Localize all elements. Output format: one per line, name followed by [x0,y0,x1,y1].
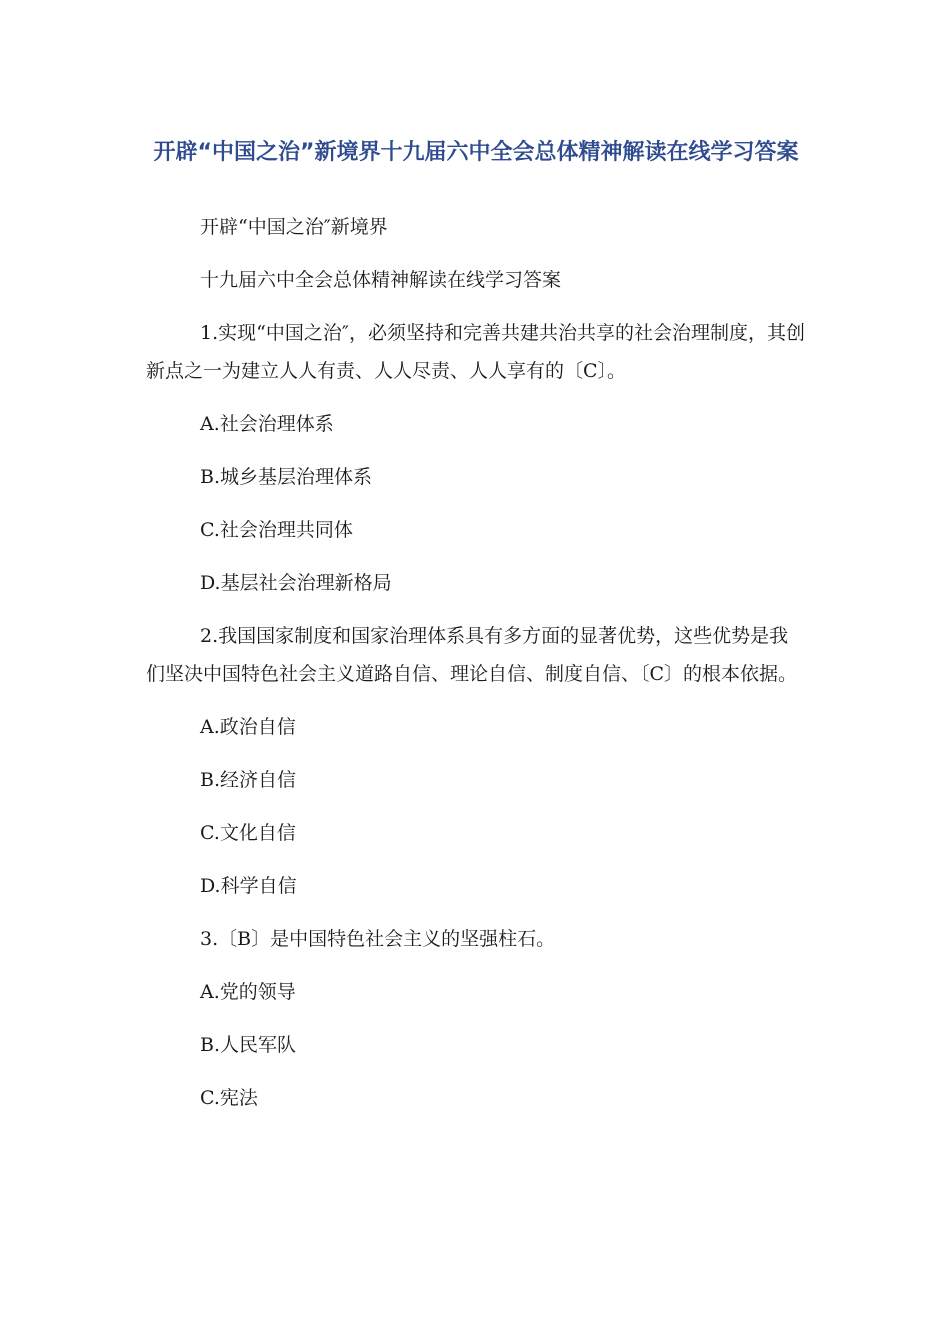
spacer [146,602,806,617]
option-a: A.社会治理体系 [200,413,334,435]
subtitle-line-2: 十九届六中全会总体精神解读在线学习答案 [200,269,562,291]
spacer [146,958,806,973]
question-text: 1.实现“中国之治″，必须坚持和完善共建共治共享的社会治理制度，其创新点之一为建立人人有责、人人尽责、人人享有的〔C〕。 [146,322,805,382]
spacer [146,549,806,564]
option-c: C.文化自信 [200,822,296,844]
option-b: B.城乡基层治理体系 [200,466,373,488]
question-3 [146,920,806,1117]
spacer [146,1011,806,1026]
spacer [146,852,806,867]
spacer [146,299,806,314]
spacer [146,799,806,814]
document-title: 开辟“中国之治”新境界十九届六中全会总体精神解读在线学习答案 [153,140,799,165]
spacer [146,693,806,708]
spacer [146,1064,806,1079]
spacer [146,246,806,261]
spacer [146,390,806,405]
option-c: C.宪法 [200,1087,258,1109]
question-text: 2.我国国家制度和国家治理体系具有多方面的显著优势，这些优势是我们坚决中国特色社会主义道路自信、理论自信、制度自信、〔C〕的根本依据。 [146,625,798,685]
option-a: A.政治自信 [200,716,296,738]
option-d: D.科学自信 [200,875,297,897]
question-2 [146,617,806,920]
option-d: D.基层社会治理新格局 [200,572,392,594]
question-1 [146,314,806,617]
question-text: 3.〔B〕是中国特色社会主义的坚强柱石。 [200,928,556,950]
option-b: B.经济自信 [200,769,297,791]
spacer [146,905,806,920]
spacer [146,496,806,511]
option-b: B.人民军队 [200,1034,297,1056]
option-c: C.社会治理共同体 [200,519,353,541]
document-page [146,128,806,1117]
spacer [146,178,806,208]
option-a: A.党的领导 [200,981,296,1003]
subtitle-line-1: 开辟“中国之治″新境界 [200,216,388,238]
spacer [146,443,806,458]
spacer [146,746,806,761]
